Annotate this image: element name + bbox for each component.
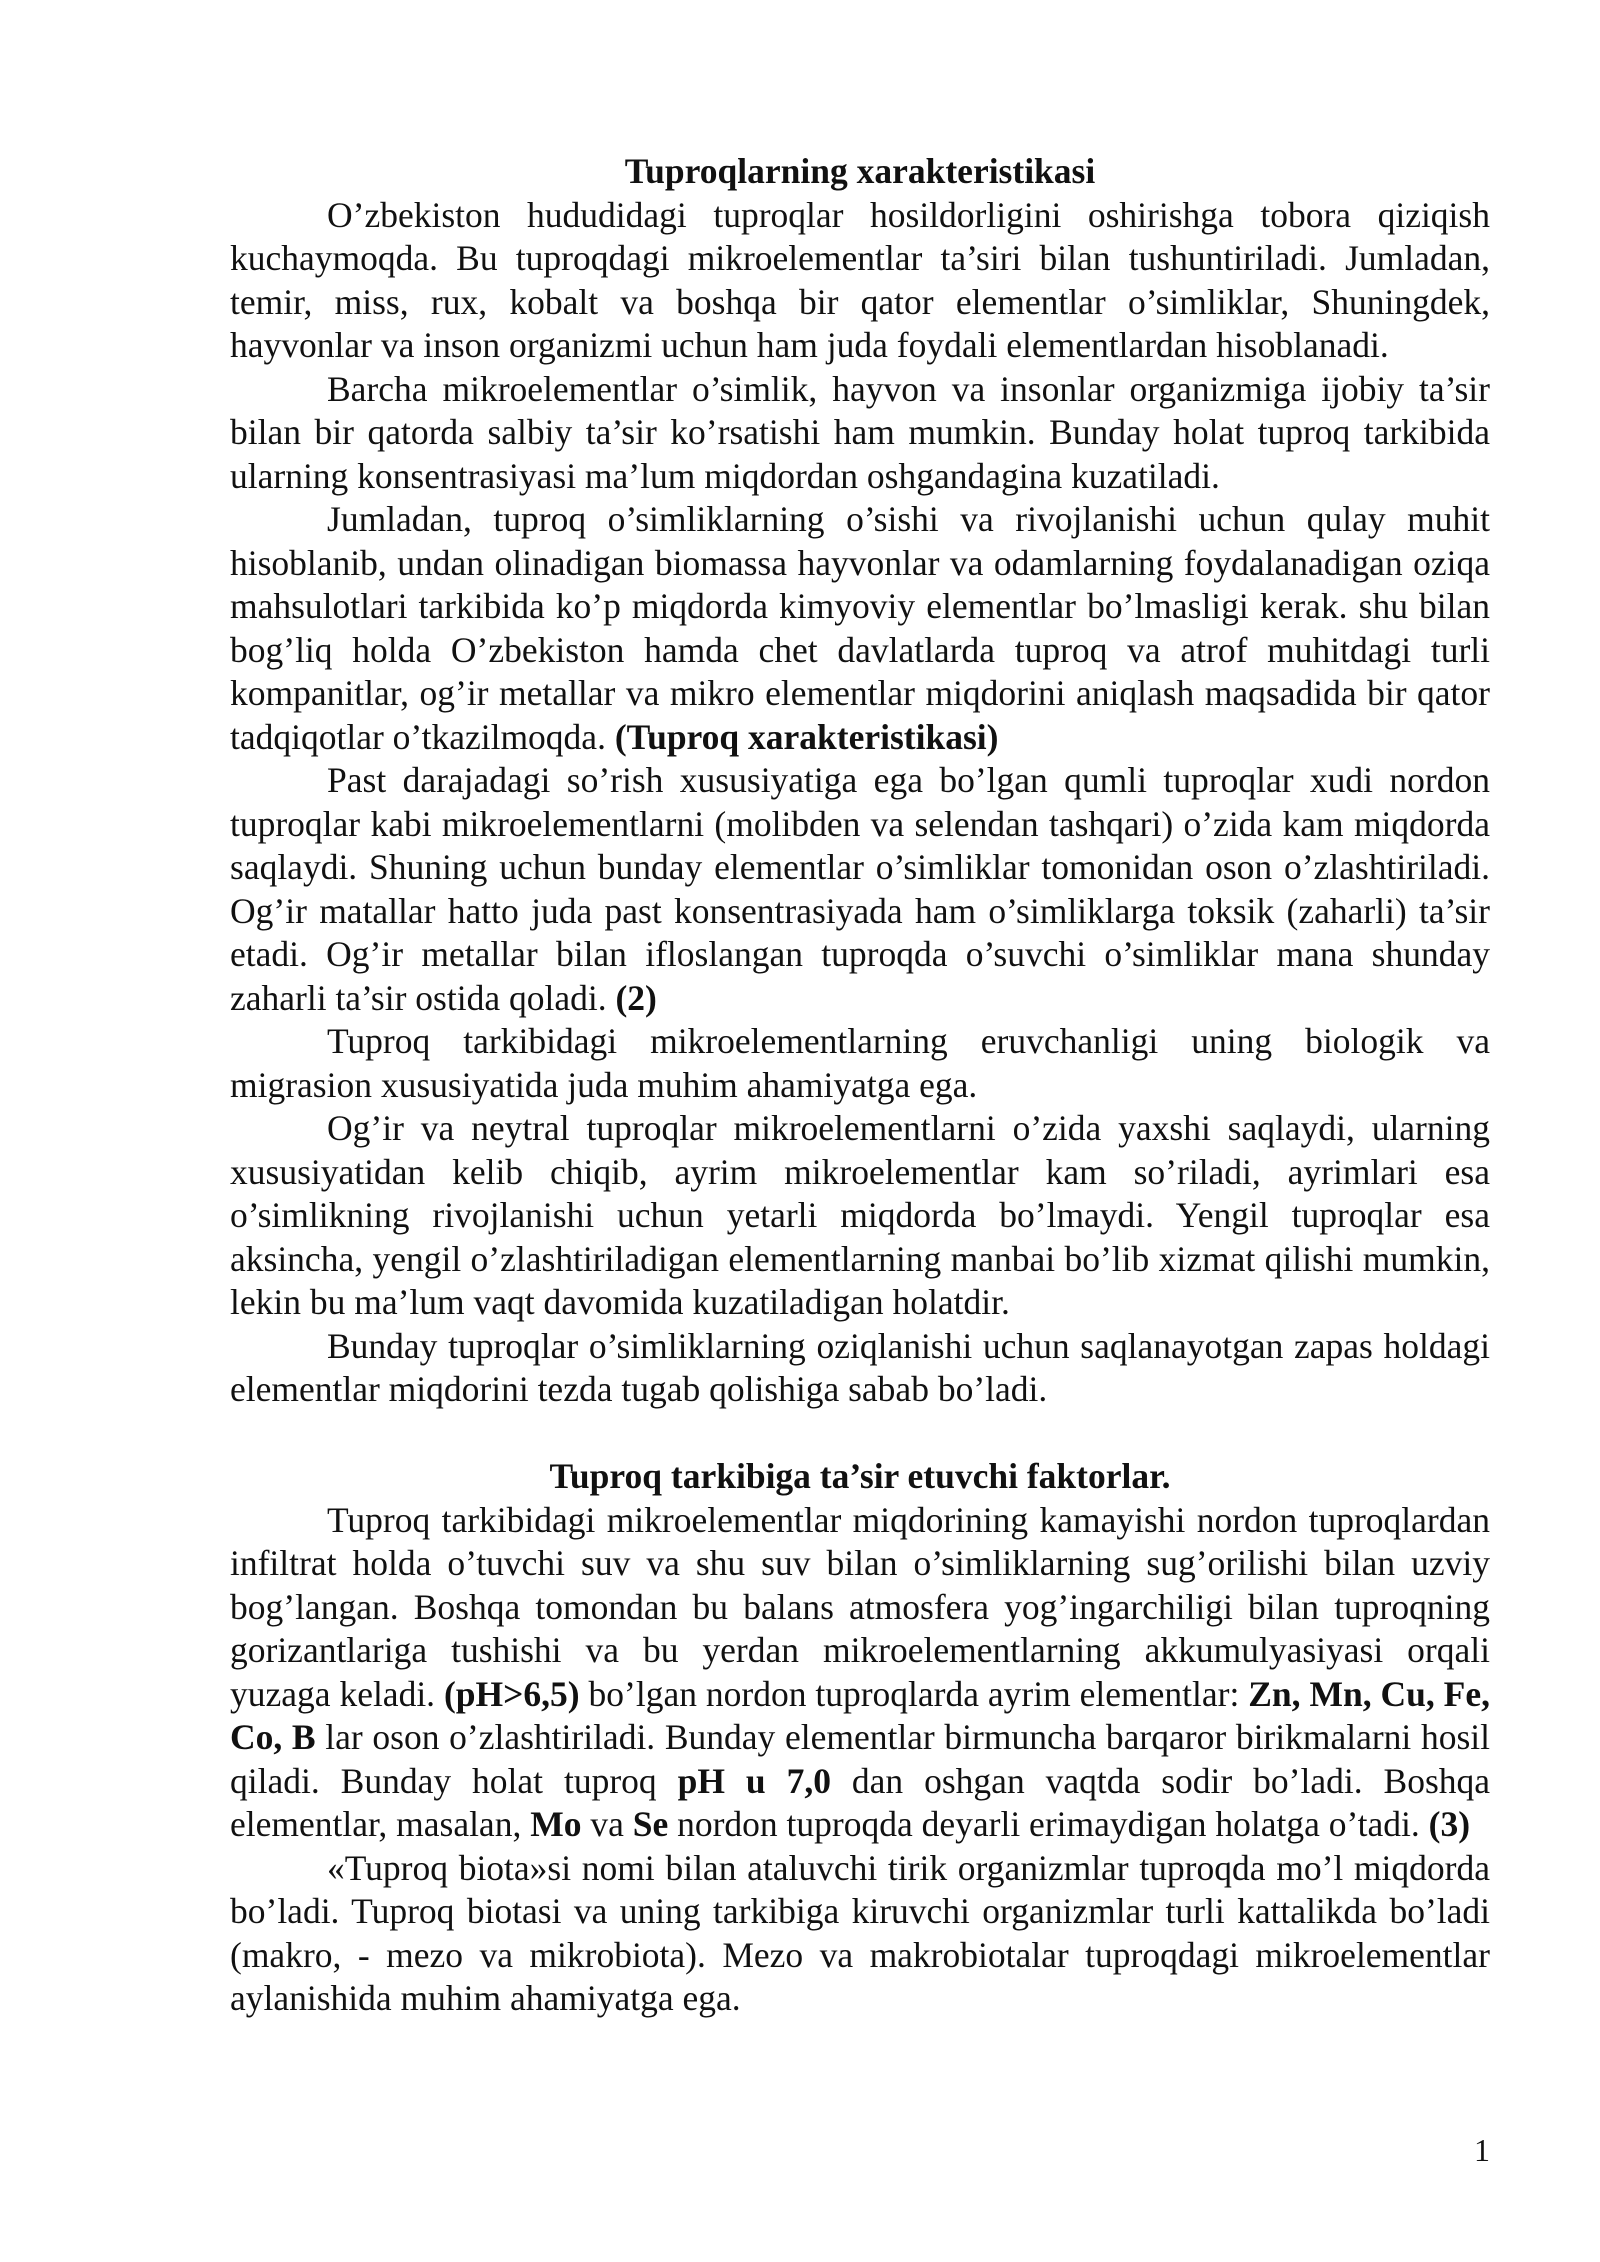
section-title-characteristics: Tuproqlarning xarakteristikasi	[624, 151, 1096, 191]
paragraph-text: dan oshgan vaqtda sodir bo’ladi. Boshqa elementlar, masalan,	[230, 1760, 1491, 1844]
paragraph: «Tuproq biota»si nomi bilan ataluvchi tirik organizmlar tuproqda mo’l miqdorda bo’ladi. Tuproq biotasi va uning tarkibiga kiruvchi organizmlar turli kattalikda bo’ladi (makro, - mezo va mikrobiota). Mezo va makrobiotalar tuproqdagi mikroelementlar aylanishida muhim ahamiyatga ega.	[230, 1847, 1490, 2018]
ph-value: pH u 7,0	[677, 1760, 831, 1801]
page-number: 1	[1474, 2132, 1490, 2168]
element-symbol: Mo	[530, 1804, 582, 1844]
document-page	[230, 150, 1490, 2021]
paragraph-text: Jumladan, tuproq o’simliklarning o’sishi va rivojlanishi uchun qulay muhit hisoblanib, undan olinadigan biomassa hayvonlar va odamlarning foydalanadigan oziqa mahsulotlari tarkibida ko’p miqdorda kimyoviy elementlar bo’lmasligi kerak. shu bilan bog’liq holda O’zbekiston hamda chet davlatlarda tuproq va atrof muhitdagi turli kompanitlar, og’ir metallar va mikro elementlar miqdorini aniqlash maqsadida bir qator tadqiqotlar o’tkazilmoqda.	[230, 499, 1490, 757]
paragraph	[230, 498, 1490, 759]
reference-note: (2)	[615, 977, 657, 1018]
paragraph-text: bo’lgan nordon tuproqlarda ayrim elementlar:	[588, 1673, 1240, 1714]
element-symbol: Se	[632, 1804, 669, 1844]
paragraph: Bunday tuproqlar o’simliklarning oziqlanishi uchun saqlanayotgan zapas holdagi elementlar miqdorini tezda tugab qolishiga sabab bo’ladi.	[230, 1325, 1490, 1409]
paragraph	[230, 759, 1490, 1020]
paragraph	[230, 1499, 1490, 1847]
paragraph-text: nordon tuproqda deyarli erimaydigan holatga o’tadi.	[677, 1804, 1420, 1844]
paragraph: Og’ir va neytral tuproqlar mikroelementlarni o’zida yaxshi saqlaydi, ularning xususiyatidan kelib chiqib, ayrim mikroelementlar kam so’riladi, ayrimlari esa o’simlikning rivojlanishi uchun yetarli miqdorda bo’lmaydi. Yengil tuproqlar esa aksincha, yengil o’zlashtiriladigan elementlarning manbai bo’lib xizmat qilishi mumkin, lekin bu ma’lum vaqt davomida kuzatiladigan holatdir.	[230, 1108, 1490, 1322]
paragraph-text: lar oson o’zlashtiriladi. Bunday elementlar birmuncha barqaror birikmalarni hosil qiladi. Bunday holat tuproq	[230, 1717, 1490, 1801]
ph-value: (pH>6,5)	[443, 1673, 580, 1714]
paragraph: Barcha mikroelementlar o’simlik, hayvon va insonlar organizmiga ijobiy ta’sir bilan bir qatorda salbiy ta’sir ko’rsatishi ham mumkin. Bunday holat tuproq tarkibida ularning konsentrasiyasi ma’lum miqdordan oshgandagina kuzatiladi.	[230, 368, 1490, 496]
section-title-factors: Tuproq tarkibiga ta’sir etuvchi faktorlar.	[549, 1456, 1171, 1496]
paragraph-text: va	[590, 1804, 624, 1844]
paragraph: O’zbekiston hududidagi tuproqlar hosildorligini oshirishga tobora qiziqish kuchaymoqda. Bu tuproqdagi mikroelementlar ta’siri bilan tushuntiriladi. Jumladan, temir, miss, rux, kobalt va boshqa bir qator elementlar o’simliklar, Shuningdek, hayvonlar va inson organizmi uchun ham juda foydali elementlardan hisoblanadi.	[230, 194, 1490, 365]
reference-note: (3)	[1428, 1804, 1471, 1844]
paragraph-text: Past darajadagi so’rish xususiyatiga ega bo’lgan qumli tuproqlar xudi nordon tuproqlar kabi mikroelementlarni (molibden va selendan tashqari) o’zida kam miqdorda saqlaydi. Shuning uchun bunday elementlar o’simliklar tomonidan oson o’zlashtiriladi. Og’ir matallar hatto juda past konsentrasiyada ham o’simliklarga toksik (zaharli) ta’sir etadi. Og’ir metallar bilan ifloslangan tuproqda o’suvchi o’simliklar mana shunday zaharli ta’sir ostida qoladi.	[230, 760, 1490, 1018]
paragraph-text: Tuproq tarkibidagi mikroelementlar miqdorining kamayishi nordon tuproqlardan infiltrat holda o’tuvchi suv va shu suv bilan o’simliklarning sug’orilishi bilan uzviy bog’langan. Boshqa tomondan bu balans atmosfera yog’ingarchiligi bilan tuproqning gorizantlariga tushishi va bu yerdan mikroelementlarning akkumulyasiyasi orqali yuzaga keladi.	[230, 1499, 1490, 1714]
element-list: Zn, Mn, Cu, Fe, Co, B	[230, 1673, 1490, 1757]
reference-note: (Tuproq xarakteristikasi)	[614, 716, 999, 757]
paragraph: Tuproq tarkibidagi mikroelementlarning eruvchanligi uning biologik va migrasion xususiyatida juda muhim ahamiyatga ega.	[230, 1021, 1490, 1105]
